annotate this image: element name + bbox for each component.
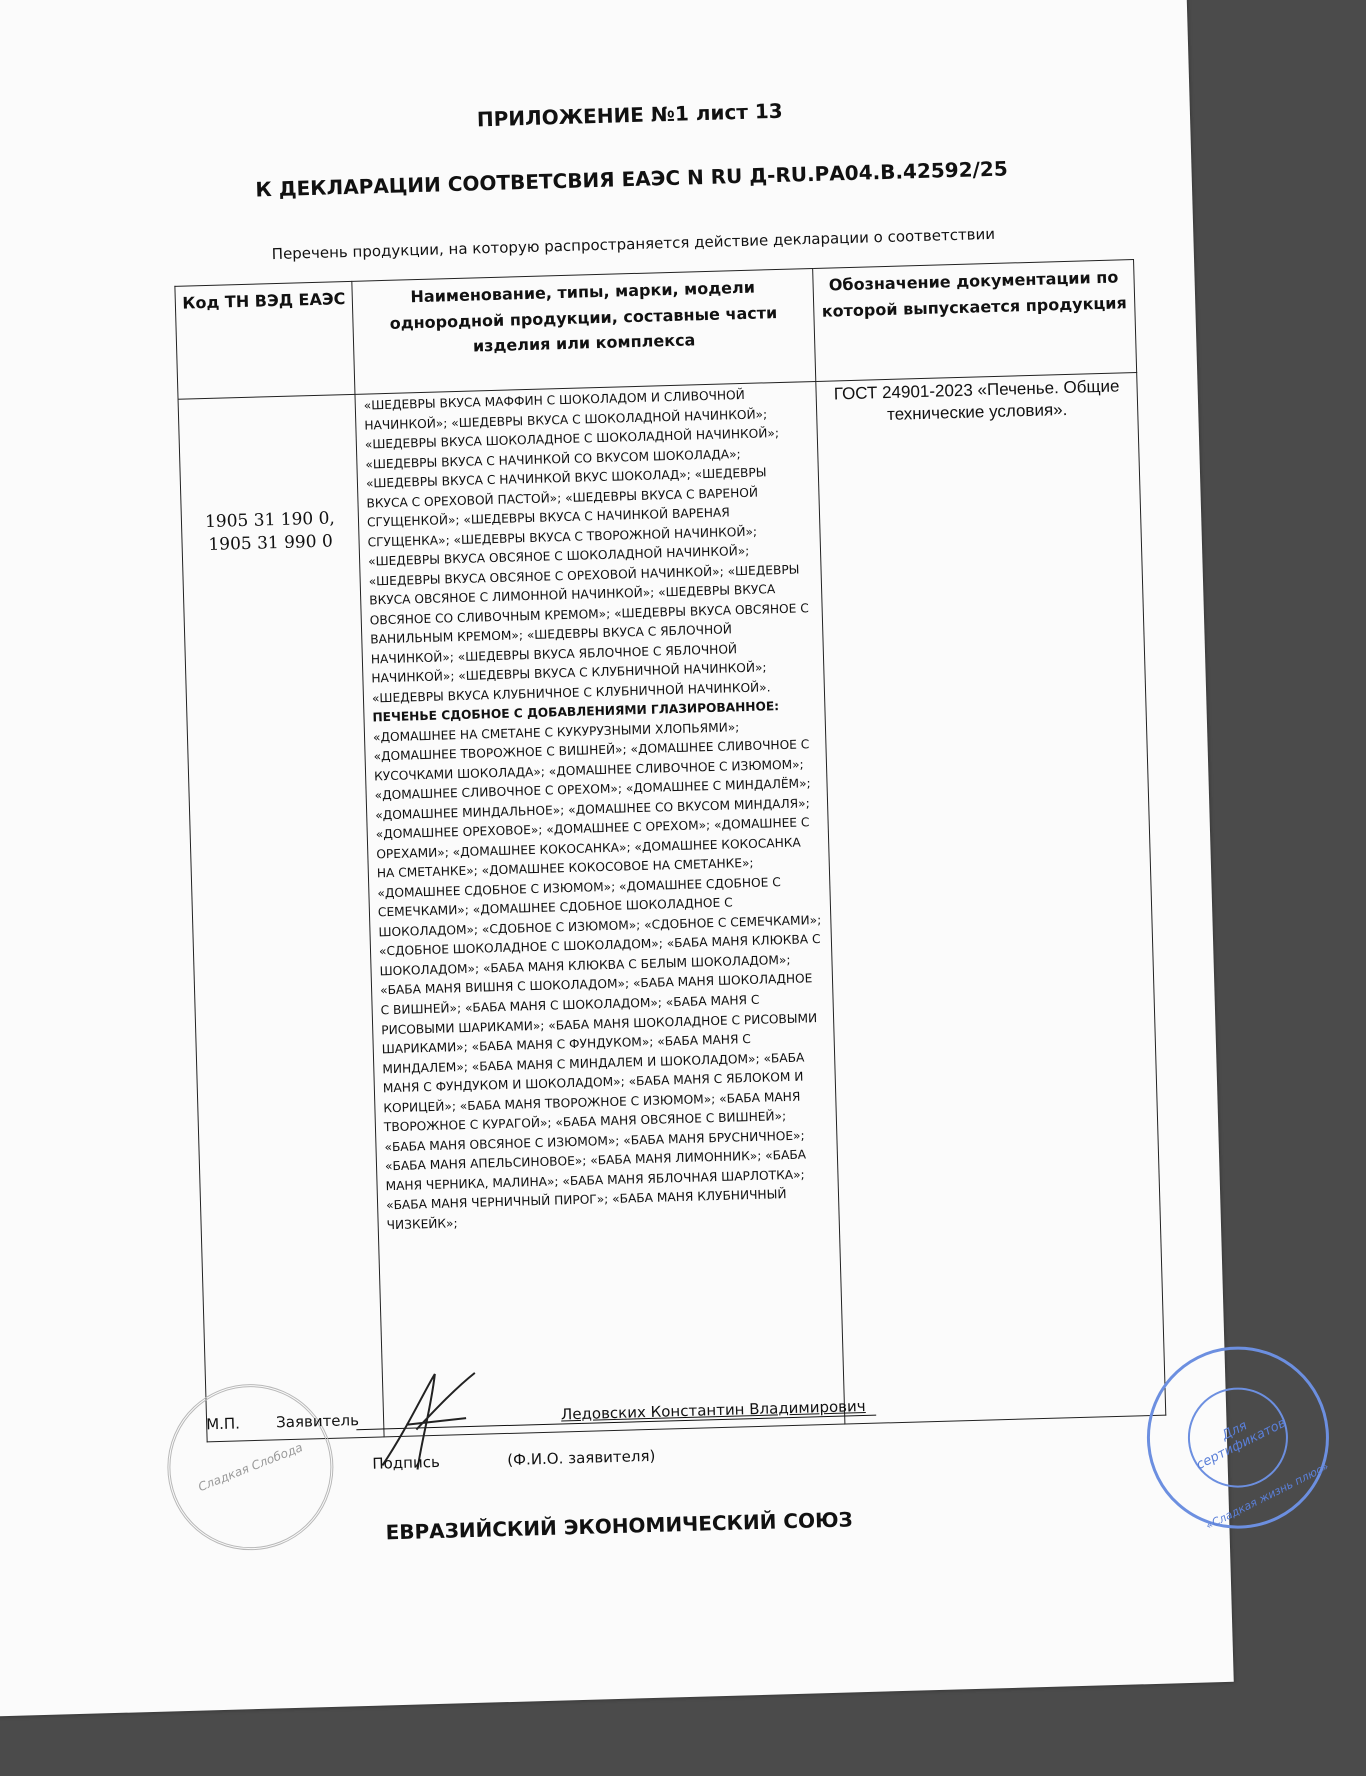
mp-label: М.П. xyxy=(205,1414,241,1434)
product-list-part2: «ДОМАШНЕЕ НА СМЕТАНЕ С КУКУРУЗНЫМИ ХЛОПЬЯМИ»; «ДОМАШНЕЕ ТВОРОЖНОЕ С ВИШНЕЙ»; «ДОМАШНЕЕ СЛИВОЧНОЕ С КУСОЧКАМИ ШОКОЛАДА»; «ДОМАШНЕЕ СЛИВОЧНОЕ С ИЗЮМОМ»; «ДОМАШНЕЕ СЛИВОЧНОЕ С ОРЕХОМ»; «ДОМАШНЕЕ С МИНДАЛЁМ»; «ДОМАШНЕЕ МИНДАЛЬНОЕ»; «ДОМАШНЕЕ СО ВКУСОМ МИНДАЛЯ»; «ДОМАШНЕЕ ОРЕХОВОЕ»; «ДОМАШНЕЕ С ОРЕХОМ»; «ДОМАШНЕЕ С ОРЕХАМИ»; «ДОМАШНЕЕ КОКОСАНКА»; «ДОМАШНЕЕ КОКОСАНКА НА СМЕТАНКЕ»; «ДОМАШНЕЕ КОКОСОВОЕ НА СМЕТАНКЕ»; «ДОМАШНЕЕ СДОБНОЕ С ИЗЮМОМ»; «ДОМАШНЕЕ СДОБНОЕ С СЕМЕЧКАМИ»; «ДОМАШНЕЕ СДОБНОЕ ШОКОЛАДНОЕ С ШОКОЛАДОМ»; «СДОБНОЕ С ИЗЮМОМ»; «СДОБНОЕ С СЕМЕЧКАМИ»; «СДОБНОЕ ШОКОЛАДНОЕ С ШОКОЛАДОМ»; «БАБА МАНЯ КЛЮКВА С ШОКОЛАДОМ»; «БАБА МАНЯ КЛЮКВА С БЕЛЫМ ШОКОЛАДОМ»; «БАБА МАНЯ ВИШНЯ С ШОКОЛАДОМ»; «БАБА МАНЯ ШОКОЛАДНОЕ С ВИШНЕЙ»; «БАБА МАНЯ С ШОКОЛАДОМ»; «БАБА МАНЯ С РИСОВЫМИ ШАРИКАМИ»; «БАБА МАНЯ ШОКОЛАДНОЕ С РИСОВЫМИ ШАРИКАМИ»; «БАБА МАНЯ С ФУНДУКОМ»; «БАБА МАНЯ С МИНДАЛЕМ»; «БАБА МАНЯ С МИНДАЛЕМ И ШОКОЛАДОМ»; «БАБА МАНЯ С ФУНДУКОМ И ШОКОЛАДОМ»; «БАБА МАНЯ С ЯБЛОКОМ И КОРИЦЕЙ»; «БАБА МАНЯ ТВОРОЖНОЕ С ИЗЮМОМ»; «БАБА МАНЯ ТВОРОЖНОЕ С КУРАГОЙ»; «БАБА МАНЯ ОВСЯНОЕ С ВИШНЕЙ»; «БАБА МАНЯ ОВСЯНОЕ С ИЗЮМОМ»; «БАБА МАНЯ БРУСНИЧНОЕ»; «БАБА МАНЯ АПЕЛЬСИНОВОЕ»; «БАБА МАНЯ ЛИМОННИК»; «БАБА МАНЯ ЧЕРНИКА, МАЛИНА»; «БАБА МАНЯ ЯБЛОЧНАЯ ШАРЛОТКА»; «БАБА МАНЯ ЧЕРНИЧНЫЙ ПИРОГ»; «БАБА МАНЯ КЛУБНИЧНЫЙ ЧИЗКЕЙК»; xyxy=(372,719,822,1232)
subtitle: Перечень продукции, на которую распространяется действие декларации о соответствии xyxy=(271,224,996,264)
gost-reference: ГОСТ 24901-2023 «Печенье. Общие технические условия». xyxy=(816,372,1166,1424)
right-stamp-ring-text: «Сладкая жизнь плюс» xyxy=(1203,1459,1331,1533)
appendix-title: ПРИЛОЖЕНИЕ №1 лист 13 xyxy=(476,98,783,132)
fio-label: (Ф.И.О. заявителя) xyxy=(507,1446,656,1469)
col-code-header: Код ТН ВЭД ЕАЭС xyxy=(175,281,355,399)
document-content xyxy=(170,90,1331,1545)
products-table xyxy=(174,259,1166,1442)
table-row xyxy=(178,372,1166,1441)
product-list-heading: ПЕЧЕНЬЕ СДОБНОЕ С ДОБАВЛЕНИЯМИ ГЛАЗИРОВАННОЕ: xyxy=(372,699,780,725)
right-stamp-text: Для сертификатов xyxy=(1194,1415,1289,1473)
col-name-header: Наименование, типы, марки, модели однородной продукции, составные части изделия или комплекса xyxy=(352,269,816,395)
left-stamp-text: Сладкая Слобода xyxy=(196,1440,305,1495)
applicant-name: Ледовских Константин Владимирович xyxy=(560,1396,866,1424)
applicant-label: Заявитель xyxy=(275,1411,360,1432)
product-list-part1: «ШЕДЕВРЫ ВКУСА МАФФИН С ШОКОЛАДОМ И СЛИВОЧНОЙ НАЧИНКОЙ»; «ШЕДЕВРЫ ВКУСА С ШОКОЛАДНОЙ НАЧИНКОЙ»; «ШЕДЕВРЫ ВКУСА ШОКОЛАДНОЕ С ШОКОЛАДНОЙ НАЧИНКОЙ»; «ШЕДЕВРЫ ВКУСА С НАЧИНКОЙ СО ВКУСОМ ШОКОЛАДА»; «ШЕДЕВРЫ ВКУСА С НАЧИНКОЙ ВКУС ШОКОЛАД»; «ШЕДЕВРЫ ВКУСА С ОРЕХОВОЙ ПАСТОЙ»; «ШЕДЕВРЫ ВКУСА С ВАРЕНОЙ СГУЩЕНКОЙ»; «ШЕДЕВРЫ ВКУСА С НАЧИНКОЙ ВАРЕНАЯ СГУЩЕНКА»; «ШЕДЕВРЫ ВКУСА С ТВОРОЖНОЙ НАЧИНКОЙ»; «ШЕДЕВРЫ ВКУСА ОВСЯНОЕ С ШОКОЛАДНОЙ НАЧИНКОЙ»; «ШЕДЕВРЫ ВКУСА ОВСЯНОЕ С ОРЕХОВОЙ НАЧИНКОЙ»; «ШЕДЕВРЫ ВКУСА ОВСЯНОЕ С ЛИМОННОЙ НАЧИНКОЙ»; «ШЕДЕВРЫ ВКУСА ОВСЯНОЕ СО СЛИВОЧНЫМ КРЕМОМ»; «ШЕДЕВРЫ ВКУСА ОВСЯНОЕ С ВАНИЛЬНЫМ КРЕМОМ»; «ШЕДЕВРЫ ВКУСА С ЯБЛОЧНОЙ НАЧИНКОЙ»; «ШЕДЕВРЫ ВКУСА ЯБЛОЧНОЕ С ЯБЛОЧНОЙ НАЧИНКОЙ»; «ШЕДЕВРЫ ВКУСА С КЛУБНИЧНОЙ НАЧИНКОЙ»; «ШЕДЕВРЫ ВКУСА КЛУБНИЧНОЕ С КЛУБНИЧНОЙ НАЧИНКОЙ». xyxy=(363,387,809,706)
product-list xyxy=(355,381,845,1436)
tnved-code: 1905 31 190 0, 1905 31 990 0 xyxy=(178,394,384,1442)
declaration-number: К ДЕКЛАРАЦИИ СООТВЕТСВИЯ ЕАЭС N RU Д-RU.РА04.В.42592/25 xyxy=(255,156,1009,202)
eaeu-footer: ЕВРАЗИЙСКИЙ ЭКОНОМИЧЕСКИЙ СОЮЗ xyxy=(385,1507,854,1545)
col-doc-header: Обозначение документации по которой выпускается продукция xyxy=(813,260,1137,382)
sign-label: Подпись xyxy=(372,1452,441,1473)
